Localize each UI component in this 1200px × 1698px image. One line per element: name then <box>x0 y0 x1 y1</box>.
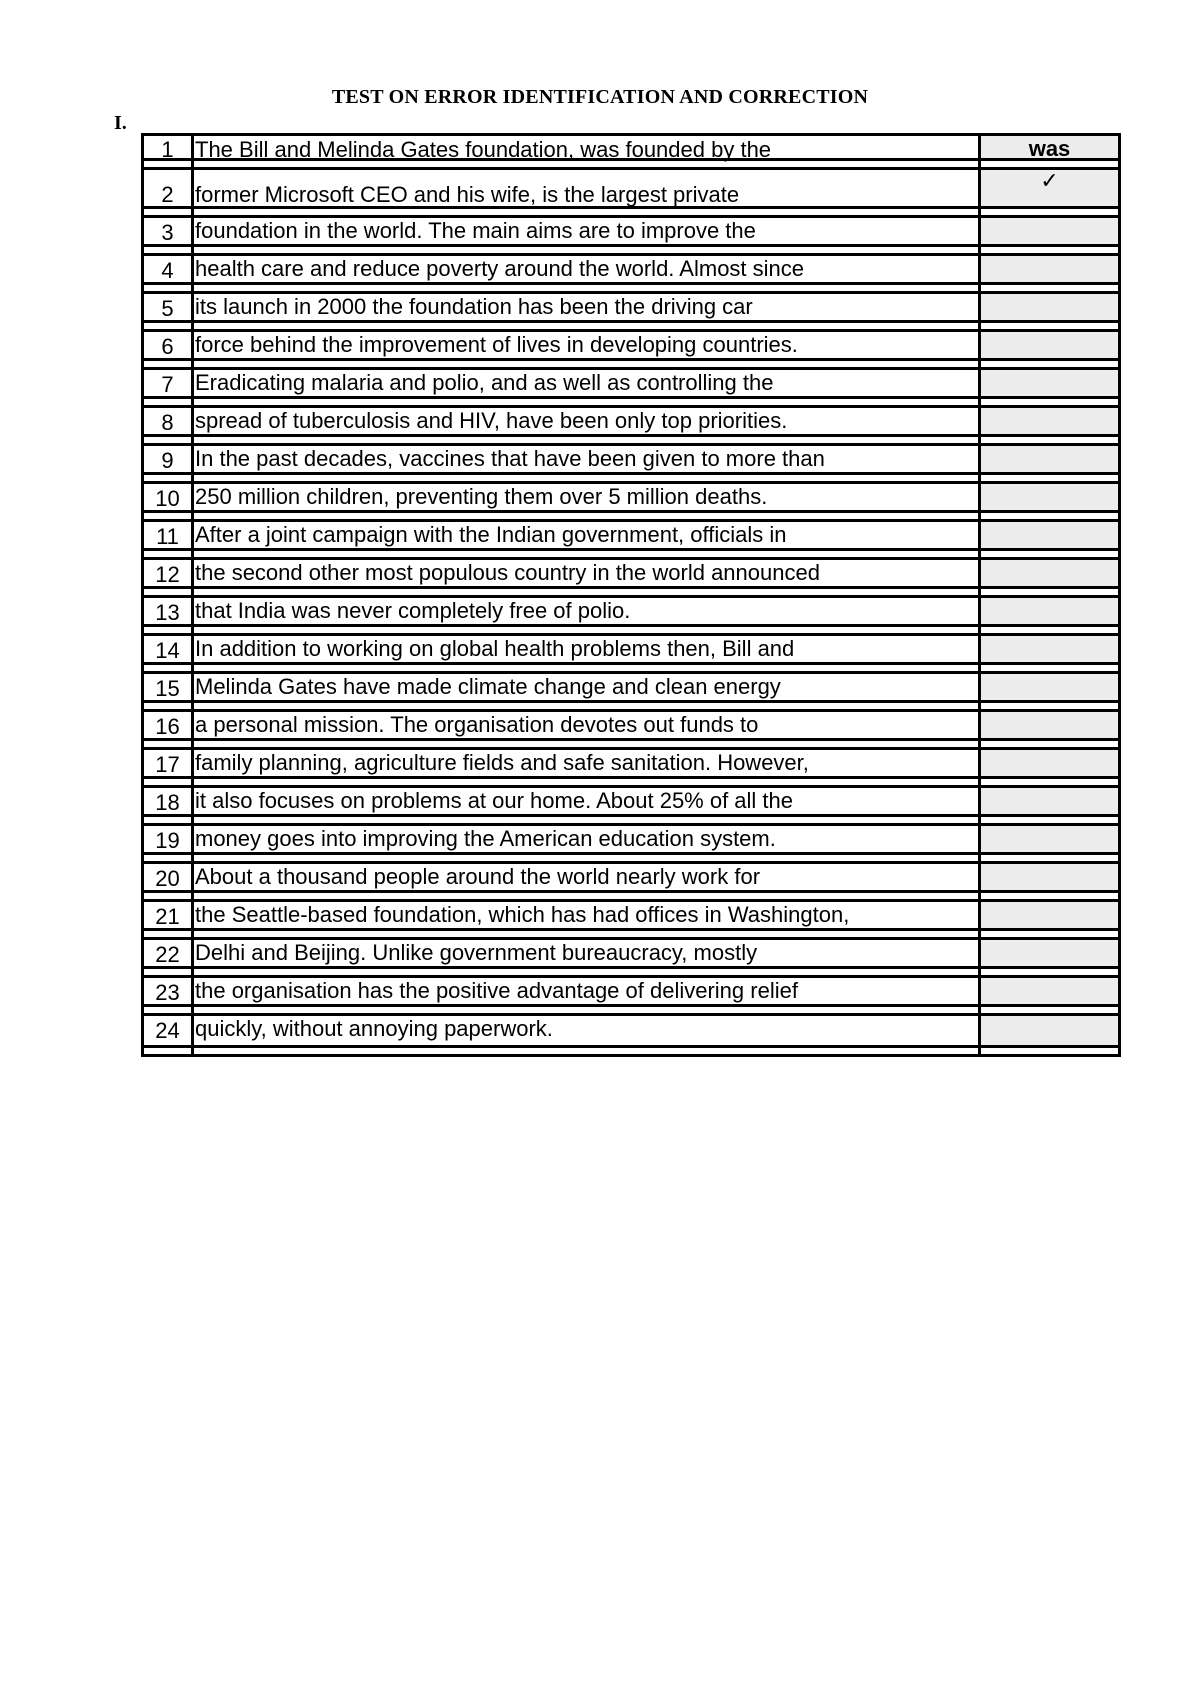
line-number: 3 <box>144 218 194 253</box>
answer-cell[interactable] <box>981 218 1118 244</box>
table-row <box>144 636 1118 674</box>
answer-cell[interactable] <box>981 560 1118 586</box>
line-number: 7 <box>144 370 194 405</box>
answer-cell[interactable] <box>981 332 1118 358</box>
line-number: 21 <box>144 902 194 937</box>
passage-line: its launch in 2000 the foundation has been the driving car <box>194 294 981 329</box>
answer-cell[interactable] <box>981 712 1118 738</box>
answer-cell[interactable] <box>981 864 1118 890</box>
passage-line: spread of tuberculosis and HIV, have been only top priorities. <box>194 408 981 443</box>
answer-cell[interactable] <box>981 370 1118 396</box>
answer-cell[interactable] <box>981 1016 1118 1045</box>
passage-line: the Seattle-based foundation, which has had offices in Washington, <box>194 902 981 937</box>
answer-cell[interactable] <box>981 598 1118 624</box>
line-number: 10 <box>144 484 194 519</box>
table-row <box>144 788 1118 826</box>
line-number: 19 <box>144 826 194 861</box>
answer-cell[interactable] <box>981 978 1118 1004</box>
answer-cell[interactable] <box>981 940 1118 966</box>
line-number: 15 <box>144 674 194 709</box>
answer-cell[interactable] <box>981 750 1118 776</box>
passage-line: the organisation has the positive advantage of delivering relief <box>194 978 981 1013</box>
table-row <box>144 408 1118 446</box>
line-number: 17 <box>144 750 194 785</box>
answer-cell[interactable] <box>981 294 1118 320</box>
passage-line: foundation in the world. The main aims are to improve the <box>194 218 981 253</box>
passage-line: force behind the improvement of lives in developing countries. <box>194 332 981 367</box>
passage-line: a personal mission. The organisation devotes out funds to <box>194 712 981 747</box>
answer-cell[interactable] <box>981 788 1118 814</box>
line-number: 18 <box>144 788 194 823</box>
table-row <box>144 674 1118 712</box>
line-number: 14 <box>144 636 194 671</box>
answer-cell[interactable]: ✓ <box>981 170 1118 206</box>
table-row <box>144 256 1118 294</box>
line-number: 13 <box>144 598 194 633</box>
answer-cell[interactable] <box>981 446 1118 472</box>
table-row <box>144 446 1118 484</box>
table-row <box>144 560 1118 598</box>
passage-line: The Bill and Melinda Gates foundation, was founded by the <box>194 136 981 167</box>
line-number: 23 <box>144 978 194 1013</box>
line-number: 1 <box>144 136 194 167</box>
line-number: 9 <box>144 446 194 481</box>
table-row <box>144 332 1118 370</box>
line-number: 16 <box>144 712 194 747</box>
passage-line: health care and reduce poverty around the world. Almost since <box>194 256 981 291</box>
answer-cell[interactable] <box>981 522 1118 548</box>
table-row <box>144 750 1118 788</box>
passage-line: Melinda Gates have made climate change and clean energy <box>194 674 981 709</box>
table-row <box>144 1016 1118 1054</box>
table-row <box>144 218 1118 256</box>
answer-cell[interactable]: was <box>981 136 1118 158</box>
answer-cell[interactable] <box>981 674 1118 700</box>
passage-line: the second other most populous country in the world announced <box>194 560 981 595</box>
line-number: 20 <box>144 864 194 899</box>
line-number: 2 <box>144 170 194 215</box>
table-row <box>144 826 1118 864</box>
line-number: 12 <box>144 560 194 595</box>
passage-line: family planning, agriculture fields and safe sanitation. However, <box>194 750 981 785</box>
passage-line: quickly, without annoying paperwork. <box>194 1016 981 1054</box>
line-number: 24 <box>144 1016 194 1054</box>
passage-line: Eradicating malaria and polio, and as well as controlling the <box>194 370 981 405</box>
passage-line: About a thousand people around the world nearly work for <box>194 864 981 899</box>
table-row <box>144 712 1118 750</box>
error-correction-table <box>141 133 1121 1057</box>
line-number: 6 <box>144 332 194 367</box>
line-number: 5 <box>144 294 194 329</box>
answer-cell[interactable] <box>981 484 1118 510</box>
line-number: 4 <box>144 256 194 291</box>
passage-line: money goes into improving the American education system. <box>194 826 981 861</box>
passage-line: it also focuses on problems at our home. About 25% of all the <box>194 788 981 823</box>
section-label: I. <box>114 112 127 134</box>
line-number: 8 <box>144 408 194 443</box>
table-row <box>144 170 1118 218</box>
table-row <box>144 940 1118 978</box>
passage-line: After a joint campaign with the Indian government, officials in <box>194 522 981 557</box>
passage-line: that India was never completely free of polio. <box>194 598 981 633</box>
table-row <box>144 522 1118 560</box>
table-row <box>144 598 1118 636</box>
passage-line: In the past decades, vaccines that have been given to more than <box>194 446 981 481</box>
page-title: TEST ON ERROR IDENTIFICATION AND CORRECTION <box>331 86 869 108</box>
table-row <box>144 902 1118 940</box>
answer-cell[interactable] <box>981 902 1118 928</box>
table-row <box>144 136 1118 170</box>
passage-line: In addition to working on global health problems then, Bill and <box>194 636 981 671</box>
table-row <box>144 978 1118 1016</box>
line-number: 11 <box>144 522 194 557</box>
table-row <box>144 294 1118 332</box>
answer-cell[interactable] <box>981 408 1118 434</box>
answer-cell[interactable] <box>981 256 1118 282</box>
answer-cell[interactable] <box>981 636 1118 662</box>
answer-cell[interactable] <box>981 826 1118 852</box>
passage-line: former Microsoft CEO and his wife, is the largest private <box>194 170 981 215</box>
table-row <box>144 370 1118 408</box>
line-number: 22 <box>144 940 194 975</box>
table-row <box>144 864 1118 902</box>
table-row <box>144 484 1118 522</box>
passage-line: Delhi and Beijing. Unlike government bureaucracy, mostly <box>194 940 981 975</box>
passage-line: 250 million children, preventing them over 5 million deaths. <box>194 484 981 519</box>
